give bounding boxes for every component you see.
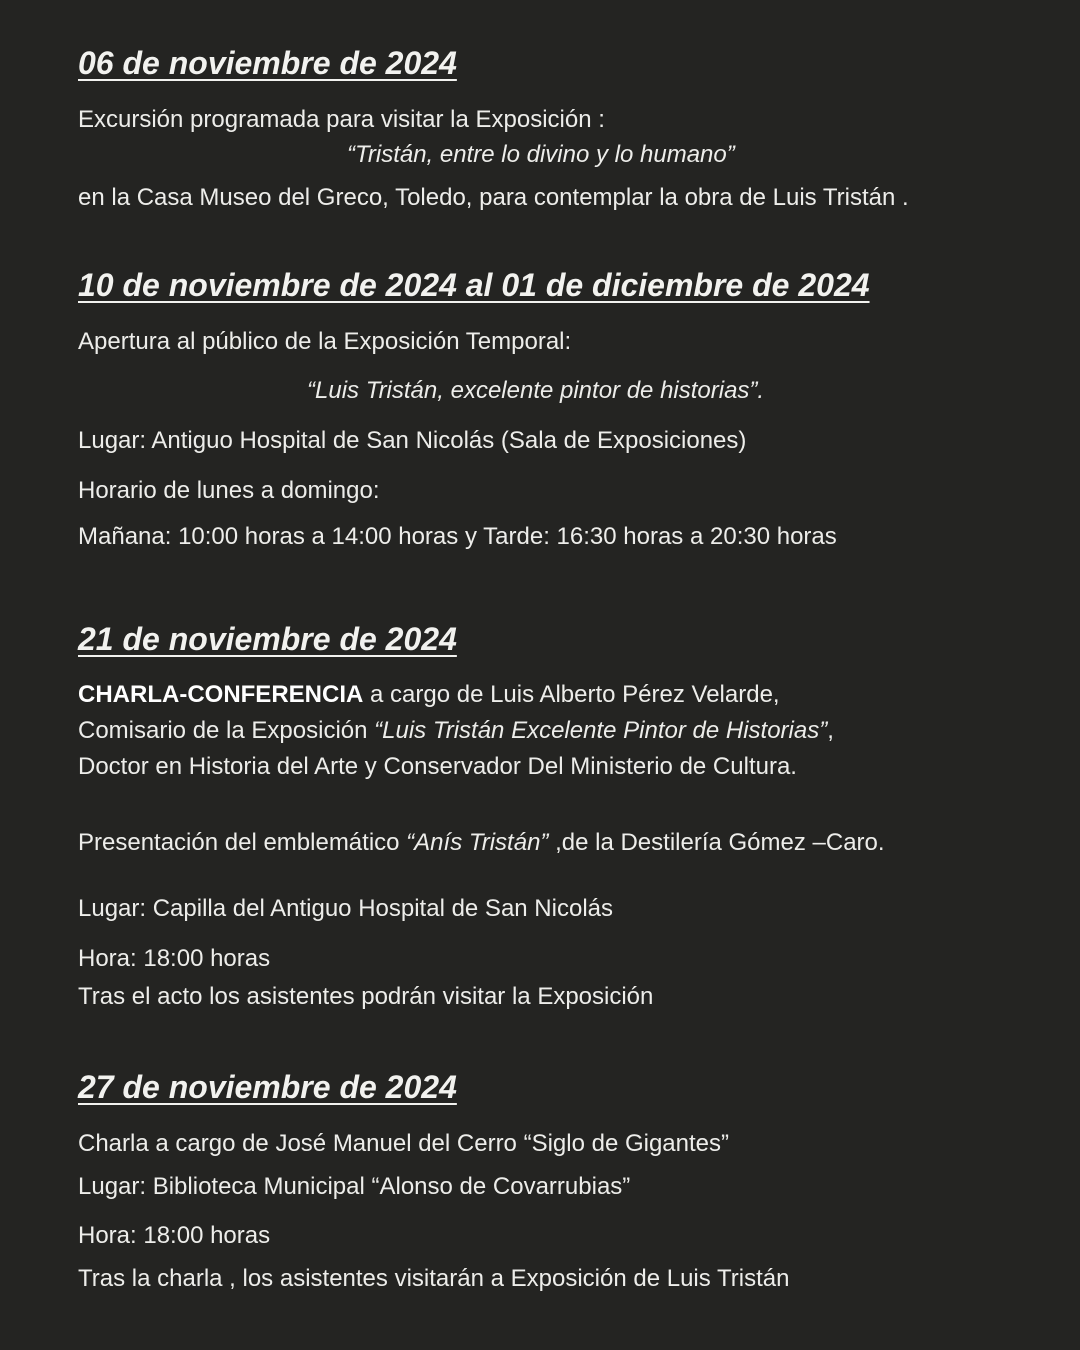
event-3-comma: , bbox=[827, 717, 834, 744]
event-4-description: Charla a cargo de José Manuel del Cerro “Siglo de Gigantes” bbox=[78, 1130, 730, 1157]
event-3-place: Lugar: Capilla del Antiguo Hospital de San Nicolás bbox=[78, 895, 613, 922]
event-3-hour: Hora: 18:00 horas bbox=[78, 945, 271, 972]
event-2-description: Apertura al público de la Exposición Temporal: bbox=[78, 328, 572, 355]
event-3-after: Tras el acto los asistentes podrán visitar la Exposición bbox=[78, 983, 654, 1010]
event-1-exhibition-title: “Tristán, entre lo divino y lo humano” bbox=[347, 141, 735, 168]
event-3-presentation-pre: Presentación del emblemático bbox=[78, 829, 407, 856]
event-2-exhibition-title: “Luis Tristán, excelente pintor de historias”. bbox=[307, 377, 765, 404]
event-4-date-heading: 27 de noviembre de 2024 bbox=[78, 1069, 457, 1105]
event-4-after: Tras la charla , los asistentes visitarán a Exposición de Luis Tristán bbox=[78, 1265, 790, 1292]
event-2-date-heading: 10 de noviembre de 2024 al 01 de diciembre de 2024 bbox=[78, 267, 870, 303]
event-3-line-2 bbox=[78, 716, 834, 746]
event-2-place: Lugar: Antiguo Hospital de San Nicolás (Sala de Exposiciones) bbox=[78, 427, 747, 454]
event-3-exhibition-title: “Luis Tristán Excelente Pintor de Historias” bbox=[374, 717, 828, 744]
event-3-presentation bbox=[78, 828, 885, 858]
event-3-role: Comisario de la Exposición bbox=[78, 717, 375, 744]
event-1-description: Excursión programada para visitar la Exposición : bbox=[78, 106, 605, 133]
event-1-date-heading: 06 de noviembre de 2024 bbox=[78, 45, 457, 81]
event-2-schedule-label: Horario de lunes a domingo: bbox=[78, 477, 380, 504]
event-2-schedule: Mañana: 10:00 horas a 14:00 horas y Tarde: 16:30 horas a 20:30 horas bbox=[78, 523, 837, 550]
event-3-line-3: Doctor en Historia del Arte y Conservador Del Ministerio de Cultura. bbox=[78, 753, 797, 780]
event-3-speaker: a cargo de Luis Alberto Pérez Velarde, bbox=[363, 681, 780, 708]
event-4-hour: Hora: 18:00 horas bbox=[78, 1222, 271, 1249]
event-3-bold-lead: CHARLA-CONFERENCIA bbox=[78, 681, 364, 708]
event-3-product-title: “Anís Tristán” bbox=[406, 829, 549, 856]
event-3-date-heading: 21 de noviembre de 2024 bbox=[78, 621, 457, 657]
event-4-place: Lugar: Biblioteca Municipal “Alonso de Covarrubias” bbox=[78, 1173, 631, 1200]
event-3-line-1 bbox=[78, 680, 780, 710]
event-3-presentation-post: ,de la Destilería Gómez –Caro. bbox=[548, 829, 885, 856]
event-1-location-text: en la Casa Museo del Greco, Toledo, para contemplar la obra de Luis Tristán . bbox=[78, 184, 909, 211]
